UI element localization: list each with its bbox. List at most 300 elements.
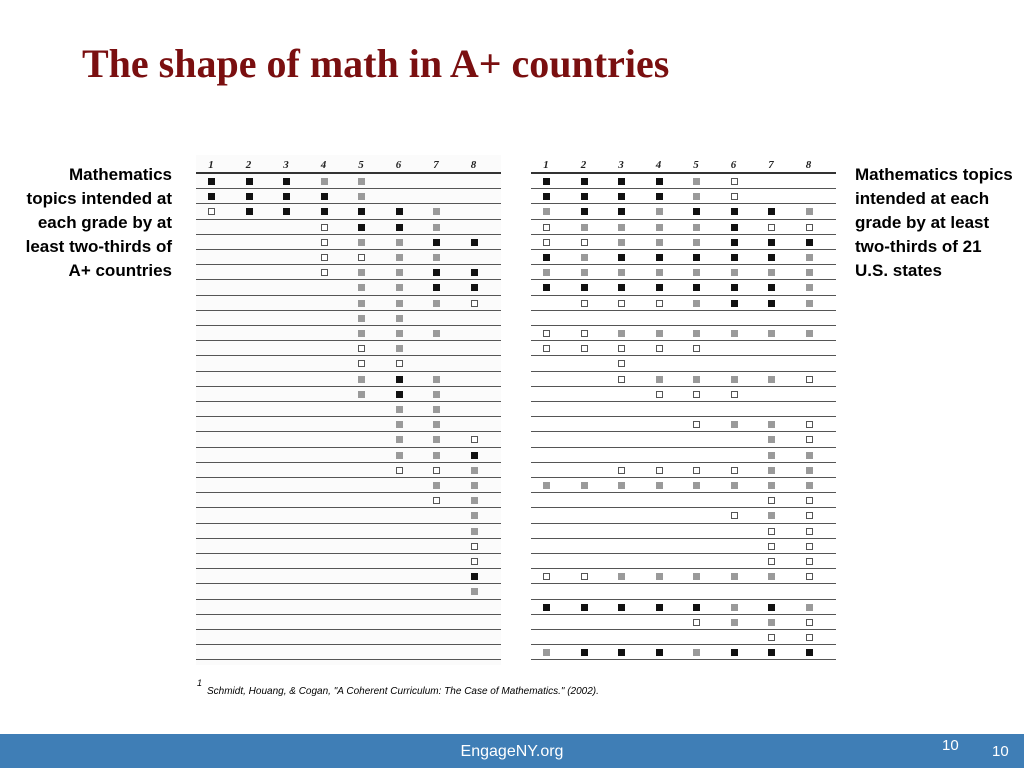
- us-topic-mark: [581, 208, 588, 215]
- us-topic-mark: [806, 558, 813, 565]
- us-grade-header-2: 2: [580, 159, 587, 171]
- us-topic-mark: [656, 345, 663, 352]
- us-topic-mark: [581, 239, 588, 246]
- aplus-topic-mark: [246, 208, 253, 215]
- us-topic-mark: [731, 284, 738, 291]
- aplus-topic-mark: [208, 193, 215, 200]
- us-topic-mark: [768, 376, 775, 383]
- us-topic-mark: [543, 604, 550, 611]
- aplus-topic-mark: [471, 467, 478, 474]
- us-topic-mark: [543, 649, 550, 656]
- us-row-rule: [531, 371, 836, 372]
- aplus-topic-mark: [358, 269, 365, 276]
- us-grade-header-8: 8: [805, 159, 812, 171]
- aplus-row-rule: [196, 355, 501, 356]
- us-topic-mark: [693, 482, 700, 489]
- aplus-topic-mark: [471, 436, 478, 443]
- aplus-topic-mark: [471, 588, 478, 595]
- aplus-topic-mark: [358, 193, 365, 200]
- aplus-row-rule: [196, 219, 501, 220]
- us-row-rule: [531, 386, 836, 387]
- us-topic-mark: [806, 573, 813, 580]
- aplus-topic-mark: [396, 436, 403, 443]
- us-topic-mark: [731, 376, 738, 383]
- aplus-row-rule: [196, 477, 501, 478]
- us-topic-mark: [768, 436, 775, 443]
- us-topic-mark: [693, 254, 700, 261]
- us-row-rule: [531, 264, 836, 265]
- aplus-row-rule: [196, 568, 501, 569]
- us-row-rule: [531, 492, 836, 493]
- aplus-topic-mark: [396, 391, 403, 398]
- aplus-topic-mark: [433, 254, 440, 261]
- us-topic-mark: [693, 345, 700, 352]
- us-row-rule: [531, 325, 836, 326]
- us-row-rule: [531, 219, 836, 220]
- us-topic-mark: [618, 360, 625, 367]
- us-topic-mark: [768, 649, 775, 656]
- us-topic-mark: [806, 634, 813, 641]
- us-topic-mark: [806, 376, 813, 383]
- us-row-rule: [531, 659, 836, 660]
- aplus-topic-mark: [396, 421, 403, 428]
- us-row-rule: [531, 583, 836, 584]
- aplus-topic-mark: [433, 467, 440, 474]
- aplus-row-rule: [196, 644, 501, 645]
- us-topic-mark: [768, 421, 775, 428]
- aplus-topic-mark: [471, 284, 478, 291]
- aplus-row-rule: [196, 538, 501, 539]
- us-topic-mark: [768, 634, 775, 641]
- us-topic-mark: [693, 573, 700, 580]
- us-topic-mark: [806, 619, 813, 626]
- us-topic-mark: [543, 330, 550, 337]
- us-topic-mark: [693, 421, 700, 428]
- aplus-topic-mark: [358, 254, 365, 261]
- aplus-topic-mark: [358, 178, 365, 185]
- us-topic-mark: [656, 239, 663, 246]
- us-topic-mark: [656, 193, 663, 200]
- us-topic-mark: [693, 391, 700, 398]
- aplus-topic-mark: [358, 376, 365, 383]
- aplus-topic-mark: [358, 300, 365, 307]
- us-topic-mark: [618, 239, 625, 246]
- aplus-row-rule: [196, 553, 501, 554]
- left-caption: Mathematics topics intended at each grade by at least two-thirds of A+ countries: [25, 165, 172, 280]
- us-topic-mark: [731, 208, 738, 215]
- aplus-row-rule: [196, 614, 501, 615]
- us-topic-mark: [731, 391, 738, 398]
- aplus-topic-mark: [396, 284, 403, 291]
- us-topic-mark: [731, 467, 738, 474]
- aplus-grade-header-8: 8: [470, 159, 477, 171]
- us-row-rule: [531, 644, 836, 645]
- us-topic-mark: [731, 512, 738, 519]
- aplus-grade-header-3: 3: [283, 159, 289, 171]
- aplus-topic-mark: [433, 391, 440, 398]
- aplus-topic-mark: [321, 269, 328, 276]
- aplus-top-rule: [196, 172, 501, 174]
- us-topic-mark: [656, 376, 663, 383]
- aplus-row-rule: [196, 386, 501, 387]
- aplus-topic-mark: [321, 178, 328, 185]
- us-topic-mark: [693, 376, 700, 383]
- aplus-topic-mark: [358, 391, 365, 398]
- us-topic-mark: [731, 649, 738, 656]
- aplus-topic-mark: [471, 482, 478, 489]
- us-topic-mark: [731, 604, 738, 611]
- us-topic-mark: [731, 300, 738, 307]
- aplus-row-rule: [196, 188, 501, 189]
- us-topic-mark: [731, 269, 738, 276]
- us-topic-mark: [768, 543, 775, 550]
- page-number-bottom: 10: [992, 743, 1009, 760]
- us-topic-mark: [768, 300, 775, 307]
- us-topic-mark: [543, 345, 550, 352]
- aplus-row-rule: [196, 523, 501, 524]
- aplus-grade-header-6: 6: [395, 159, 402, 171]
- aplus-row-rule: [196, 203, 501, 204]
- us-row-rule: [531, 234, 836, 235]
- us-topic-mark: [731, 178, 738, 185]
- us-topic-mark: [731, 239, 738, 246]
- us-topic-mark: [768, 269, 775, 276]
- us-topic-mark: [806, 284, 813, 291]
- us-topic-mark: [806, 604, 813, 611]
- aplus-topic-mark: [433, 406, 440, 413]
- us-row-rule: [531, 310, 836, 311]
- aplus-topic-mark: [471, 512, 478, 519]
- us-topic-mark: [581, 649, 588, 656]
- us-row-rule: [531, 431, 836, 432]
- us-topic-mark: [768, 208, 775, 215]
- us-topic-mark: [731, 224, 738, 231]
- us-topic-mark: [543, 178, 550, 185]
- us-topic-mark: [693, 467, 700, 474]
- footnote-citation: Schmidt, Houang, & Cogan, "A Coherent Curriculum: The Case of Mathematics." (2002).: [207, 686, 599, 697]
- aplus-topic-mark: [471, 543, 478, 550]
- us-topic-mark: [731, 193, 738, 200]
- aplus-topic-mark: [208, 208, 215, 215]
- us-topic-mark: [806, 239, 813, 246]
- aplus-topic-mark: [358, 360, 365, 367]
- us-row-rule: [531, 599, 836, 600]
- us-topic-mark: [581, 193, 588, 200]
- aplus-row-rule: [196, 295, 501, 296]
- us-topic-mark: [731, 330, 738, 337]
- aplus-grade-header-5: 5: [358, 159, 364, 171]
- aplus-topic-mark: [283, 193, 290, 200]
- aplus-topic-mark: [246, 178, 253, 185]
- aplus-topic-mark: [208, 178, 215, 185]
- us-topic-mark: [656, 649, 663, 656]
- us-topic-mark: [618, 178, 625, 185]
- aplus-row-rule: [196, 629, 501, 630]
- us-row-rule: [531, 538, 836, 539]
- aplus-topic-mark: [433, 497, 440, 504]
- us-row-rule: [531, 416, 836, 417]
- us-topic-mark: [806, 497, 813, 504]
- aplus-row-rule: [196, 507, 501, 508]
- aplus-row-rule: [196, 401, 501, 402]
- aplus-topic-mark: [471, 300, 478, 307]
- us-row-rule: [531, 401, 836, 402]
- us-topic-mark: [656, 269, 663, 276]
- aplus-topic-mark: [396, 467, 403, 474]
- us-topic-mark: [656, 254, 663, 261]
- aplus-topic-mark: [283, 178, 290, 185]
- aplus-topic-mark: [396, 376, 403, 383]
- us-topic-mark: [618, 269, 625, 276]
- us-topic-mark: [768, 284, 775, 291]
- us-topic-mark: [543, 573, 550, 580]
- aplus-topic-mark: [283, 208, 290, 215]
- aplus-topic-mark: [471, 573, 478, 580]
- aplus-topics-chart: [196, 155, 501, 665]
- us-topic-mark: [806, 269, 813, 276]
- us-topic-mark: [806, 254, 813, 261]
- aplus-topic-mark: [396, 269, 403, 276]
- us-topic-mark: [768, 512, 775, 519]
- us-row-rule: [531, 340, 836, 341]
- aplus-topic-mark: [433, 269, 440, 276]
- us-topic-mark: [581, 284, 588, 291]
- us-topic-mark: [693, 193, 700, 200]
- us-topic-mark: [656, 284, 663, 291]
- us-topic-mark: [693, 208, 700, 215]
- aplus-topic-mark: [433, 376, 440, 383]
- us-topic-mark: [693, 284, 700, 291]
- us-row-rule: [531, 203, 836, 204]
- us-row-rule: [531, 629, 836, 630]
- aplus-topic-mark: [246, 193, 253, 200]
- us-topic-mark: [543, 208, 550, 215]
- us-topic-mark: [806, 436, 813, 443]
- aplus-row-rule: [196, 340, 501, 341]
- us-topic-mark: [693, 300, 700, 307]
- aplus-row-rule: [196, 599, 501, 600]
- aplus-topic-mark: [396, 254, 403, 261]
- us-topic-mark: [656, 467, 663, 474]
- aplus-row-rule: [196, 447, 501, 448]
- us-states-topics-chart: [531, 155, 836, 665]
- right-caption: Mathematics topics intended at each grade by at least two-thirds of 21 U.S. states: [855, 165, 1013, 280]
- us-topic-mark: [806, 482, 813, 489]
- aplus-row-rule: [196, 583, 501, 584]
- aplus-row-rule: [196, 416, 501, 417]
- aplus-topic-mark: [358, 315, 365, 322]
- us-topic-mark: [806, 452, 813, 459]
- us-topic-mark: [618, 254, 625, 261]
- aplus-row-rule: [196, 249, 501, 250]
- us-row-rule: [531, 614, 836, 615]
- us-grade-header-7: 7: [768, 159, 774, 171]
- us-topic-mark: [656, 300, 663, 307]
- us-topic-mark: [731, 619, 738, 626]
- us-topic-mark: [768, 239, 775, 246]
- aplus-grade-header-4: 4: [320, 159, 327, 171]
- us-grade-header-1: 1: [543, 159, 549, 171]
- us-topic-mark: [618, 376, 625, 383]
- us-topic-mark: [731, 254, 738, 261]
- page-number-top: 10: [942, 737, 959, 754]
- aplus-topic-mark: [396, 239, 403, 246]
- aplus-topic-mark: [396, 360, 403, 367]
- us-topic-mark: [581, 269, 588, 276]
- us-row-rule: [531, 523, 836, 524]
- us-topic-mark: [768, 330, 775, 337]
- aplus-topic-mark: [321, 208, 328, 215]
- aplus-topic-mark: [433, 300, 440, 307]
- us-topic-mark: [768, 573, 775, 580]
- aplus-topic-mark: [396, 208, 403, 215]
- us-topic-mark: [618, 330, 625, 337]
- us-topic-mark: [581, 604, 588, 611]
- aplus-topic-mark: [471, 497, 478, 504]
- us-topic-mark: [543, 224, 550, 231]
- us-topic-mark: [581, 345, 588, 352]
- us-topic-mark: [543, 239, 550, 246]
- us-topic-mark: [731, 482, 738, 489]
- us-topic-mark: [768, 497, 775, 504]
- us-topic-mark: [543, 482, 550, 489]
- us-topic-mark: [656, 482, 663, 489]
- us-topic-mark: [768, 604, 775, 611]
- aplus-topic-mark: [433, 330, 440, 337]
- aplus-row-rule: [196, 325, 501, 326]
- us-topic-mark: [806, 467, 813, 474]
- us-row-rule: [531, 249, 836, 250]
- us-topic-mark: [656, 224, 663, 231]
- aplus-topic-mark: [433, 452, 440, 459]
- aplus-topic-mark: [433, 284, 440, 291]
- us-topic-mark: [618, 345, 625, 352]
- us-topic-mark: [768, 224, 775, 231]
- us-topic-mark: [543, 284, 550, 291]
- aplus-row-rule: [196, 371, 501, 372]
- aplus-topic-mark: [396, 452, 403, 459]
- us-topic-mark: [618, 224, 625, 231]
- aplus-row-rule: [196, 431, 501, 432]
- us-topic-mark: [768, 452, 775, 459]
- us-topic-mark: [618, 649, 625, 656]
- us-topic-mark: [656, 330, 663, 337]
- aplus-grade-header-7: 7: [433, 159, 439, 171]
- aplus-topic-mark: [396, 406, 403, 413]
- us-topic-mark: [618, 193, 625, 200]
- us-topic-mark: [693, 330, 700, 337]
- aplus-topic-mark: [471, 558, 478, 565]
- us-topic-mark: [543, 269, 550, 276]
- us-topic-mark: [768, 254, 775, 261]
- aplus-topic-mark: [433, 239, 440, 246]
- aplus-row-rule: [196, 462, 501, 463]
- us-topic-mark: [693, 178, 700, 185]
- us-topic-mark: [656, 208, 663, 215]
- aplus-grade-header-2: 2: [245, 159, 252, 171]
- aplus-row-rule: [196, 659, 501, 660]
- us-topic-mark: [693, 619, 700, 626]
- aplus-row-rule: [196, 492, 501, 493]
- us-row-rule: [531, 568, 836, 569]
- us-topic-mark: [806, 512, 813, 519]
- us-topic-mark: [618, 482, 625, 489]
- aplus-topic-mark: [396, 345, 403, 352]
- us-topic-mark: [768, 528, 775, 535]
- aplus-topic-mark: [433, 436, 440, 443]
- us-topic-mark: [581, 224, 588, 231]
- us-grade-header-3: 3: [618, 159, 624, 171]
- us-topic-mark: [768, 467, 775, 474]
- aplus-row-rule: [196, 310, 501, 311]
- aplus-row-rule: [196, 264, 501, 265]
- us-topic-mark: [581, 482, 588, 489]
- us-topic-mark: [806, 543, 813, 550]
- aplus-topic-mark: [358, 239, 365, 246]
- footer-bar: [0, 734, 1024, 768]
- us-row-rule: [531, 355, 836, 356]
- aplus-grade-header-1: 1: [208, 159, 214, 171]
- aplus-topic-mark: [471, 239, 478, 246]
- aplus-topic-mark: [396, 315, 403, 322]
- us-topic-mark: [806, 224, 813, 231]
- aplus-topic-mark: [396, 300, 403, 307]
- us-topic-mark: [618, 467, 625, 474]
- footnote-marker: 1: [197, 678, 203, 688]
- us-topic-mark: [768, 619, 775, 626]
- us-topic-mark: [806, 208, 813, 215]
- us-row-rule: [531, 462, 836, 463]
- footer-site-label: EngageNY.org: [460, 743, 564, 760]
- us-row-rule: [531, 279, 836, 280]
- aplus-topic-mark: [358, 345, 365, 352]
- aplus-topic-mark: [471, 269, 478, 276]
- us-topic-mark: [618, 604, 625, 611]
- us-topic-mark: [806, 649, 813, 656]
- us-topic-mark: [693, 649, 700, 656]
- us-topic-mark: [581, 573, 588, 580]
- us-topic-mark: [618, 300, 625, 307]
- aplus-topic-mark: [433, 224, 440, 231]
- us-topic-mark: [656, 178, 663, 185]
- us-topic-mark: [618, 284, 625, 291]
- us-topic-mark: [768, 558, 775, 565]
- aplus-topic-mark: [471, 528, 478, 535]
- us-row-rule: [531, 507, 836, 508]
- us-topic-mark: [656, 573, 663, 580]
- us-topic-mark: [656, 604, 663, 611]
- aplus-topic-mark: [358, 208, 365, 215]
- us-topic-mark: [656, 391, 663, 398]
- us-topic-mark: [581, 178, 588, 185]
- us-row-rule: [531, 295, 836, 296]
- us-row-rule: [531, 447, 836, 448]
- us-topic-mark: [806, 300, 813, 307]
- us-topic-mark: [693, 239, 700, 246]
- aplus-topic-mark: [358, 330, 365, 337]
- us-grade-header-6: 6: [730, 159, 737, 171]
- us-topic-mark: [731, 421, 738, 428]
- us-topic-mark: [806, 528, 813, 535]
- aplus-topic-mark: [321, 224, 328, 231]
- us-topic-mark: [618, 573, 625, 580]
- aplus-topic-mark: [433, 421, 440, 428]
- slide-title: The shape of math in A+ countries: [82, 41, 670, 86]
- aplus-row-rule: [196, 234, 501, 235]
- aplus-topic-mark: [396, 224, 403, 231]
- us-topic-mark: [693, 224, 700, 231]
- aplus-topic-mark: [471, 452, 478, 459]
